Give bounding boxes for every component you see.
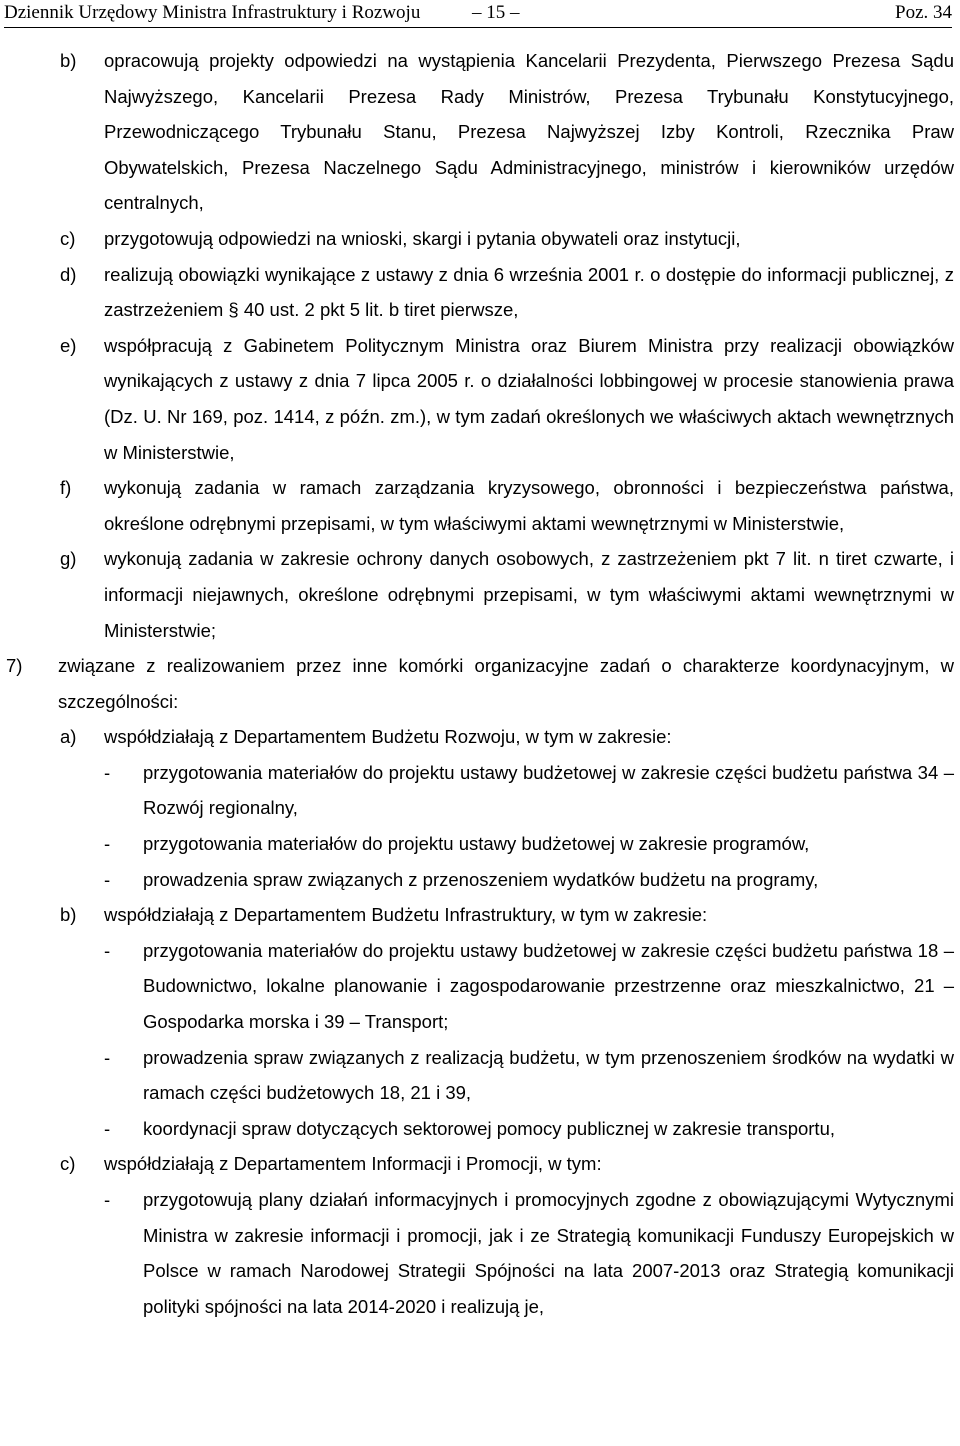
item-label: - <box>104 1117 111 1139</box>
item-label: - <box>104 833 111 855</box>
list-item-letter <box>0 541 960 648</box>
list-item-point <box>0 648 960 719</box>
item-text: prowadzenia spraw związanych z realizacją budżetu, w tym przenoszeniem środków na wydatki w ramach części budżetowych 18, 21 i 39, <box>143 1046 954 1104</box>
list-item-letter <box>0 719 960 755</box>
item-text: opracowują projekty odpowiedzi na wystąpienia Kancelarii Prezydenta, Pierwszego Prezesa Sądu Najwyższego, Kancelarii Prezesa Rady Ministrów, Prezesa Trybunału Konstytucyjnego, Przewodniczącego Trybunału Stanu, Prezesa Najwyższej Izby Kontroli, Rzecznika Praw Obywatelskich, Prezesa Naczelnego Sądu Administracyjnego, ministrów i kierowników urzędów centralnych, <box>104 50 954 214</box>
page-number: – 15 – <box>472 2 520 23</box>
item-label: g) <box>60 548 77 570</box>
item-text: przygotowują plany działań informacyjnych i promocyjnych zgodne z obowiązującymi Wytycznymi Ministra w zakresie informacji i promocji, jak i ze Strategią komunikacji Funduszy Europejskich w Polsce w ramach Narodowej Strategii Spójności na lata 2007-2013 oraz Strategią komunikacji polityki spójności na lata 2014-2020 i realizują je, <box>143 1189 954 1317</box>
item-text: przygotowania materiałów do projektu ustawy budżetowej w zakresie części budżetu państwa 34 – Rozwój regionalny, <box>143 761 954 819</box>
item-label: c) <box>60 1153 76 1175</box>
list-item-letter <box>0 328 960 470</box>
item-label: - <box>104 1046 111 1068</box>
journal-title: Dziennik Urzędowy Ministra Infrastruktury i Rozwoju <box>4 2 421 23</box>
item-text: wykonują zadania w ramach zarządzania kryzysowego, obronności i bezpieczeństwa państwa, określone odrębnymi przepisami, w tym właściwymi aktami wewnętrznymi w Ministerstwie, <box>104 477 954 534</box>
list-item-dash <box>0 826 960 862</box>
item-label: - <box>104 939 111 961</box>
list-item-letter <box>0 897 960 933</box>
item-text: wykonują zadania w zakresie ochrony danych osobowych, z zastrzeżeniem pkt 7 lit. n tiret czwarte, i informacji niejawnych, określone odrębnymi przepisami, w tym właściwymi aktami wewnętrznymi w Ministerstwie; <box>104 548 954 641</box>
item-text: prowadzenia spraw związanych z przenoszeniem wydatków budżetu na programy, <box>143 868 819 890</box>
document-body <box>0 43 960 1324</box>
item-text: współpracują z Gabinetem Politycznym Ministra oraz Biurem Ministra przy realizacji obowiązków wynikających z ustawy z dnia 7 lipca 2005 r. o działalności lobbingowej w procesie stanowienia prawa (Dz. U. Nr 169, poz. 1414, z późn. zm.), w tym zadań określonych we właściwych aktach wewnętrznych w Ministerstwie, <box>104 334 954 463</box>
item-label: a) <box>60 726 77 748</box>
item-label: b) <box>60 904 77 926</box>
list-item-letter <box>0 43 960 221</box>
item-label: 7) <box>6 655 23 677</box>
item-text: przygotowania materiałów do projektu ustawy budżetowej w zakresie części budżetu państwa 18 – Budownictwo, lokalne planowanie i zagospodarowanie przestrzenne oraz mieszkalnictwo, 21 – Gospodarka morska i 39 – Transport; <box>143 939 954 1033</box>
position-number: Poz. 34 <box>895 2 952 23</box>
item-text: współdziałają z Departamentem Informacji i Promocji, w tym: <box>104 1153 602 1175</box>
item-label: f) <box>60 477 72 499</box>
list-item-dash <box>0 933 960 1040</box>
item-label: - <box>104 868 111 890</box>
item-label: - <box>104 761 111 783</box>
item-text: realizują obowiązki wynikające z ustawy z dnia 6 września 2001 r. o dostępie do informacji publicznej, z zastrzeżeniem § 40 ust. 2 pkt 5 lit. b tiret pierwsze, <box>104 263 954 321</box>
list-item-letter <box>0 221 960 257</box>
item-text: przygotowują odpowiedzi na wnioski, skargi i pytania obywateli oraz instytucji, <box>104 227 741 249</box>
list-item-letter <box>0 470 960 541</box>
header-rule <box>4 27 952 28</box>
item-label: e) <box>60 334 77 356</box>
item-label: c) <box>60 227 76 249</box>
item-label: - <box>104 1189 111 1210</box>
list-item-letter <box>0 257 960 328</box>
item-label: b) <box>60 50 77 71</box>
page-header <box>4 2 952 26</box>
item-text: związane z realizowaniem przez inne komórki organizacyjne zadań o charakterze koordynacyjnym, w szczególności: <box>58 655 954 712</box>
list-item-dash <box>0 1040 960 1111</box>
list-item-dash <box>0 755 960 826</box>
list-item-dash <box>0 862 960 898</box>
list-item-dash <box>0 1111 960 1147</box>
list-item-letter <box>0 1146 960 1182</box>
item-text: współdziałają z Departamentem Budżetu Infrastruktury, w tym w zakresie: <box>104 904 708 926</box>
item-text: koordynacji spraw dotyczących sektorowej pomocy publicznej w zakresie transportu, <box>143 1117 835 1139</box>
item-label: d) <box>60 263 77 285</box>
list-item-dash <box>0 1182 960 1324</box>
item-text: przygotowania materiałów do projektu ustawy budżetowej w zakresie programów, <box>143 833 810 855</box>
item-text: współdziałają z Departamentem Budżetu Rozwoju, w tym w zakresie: <box>104 726 672 748</box>
